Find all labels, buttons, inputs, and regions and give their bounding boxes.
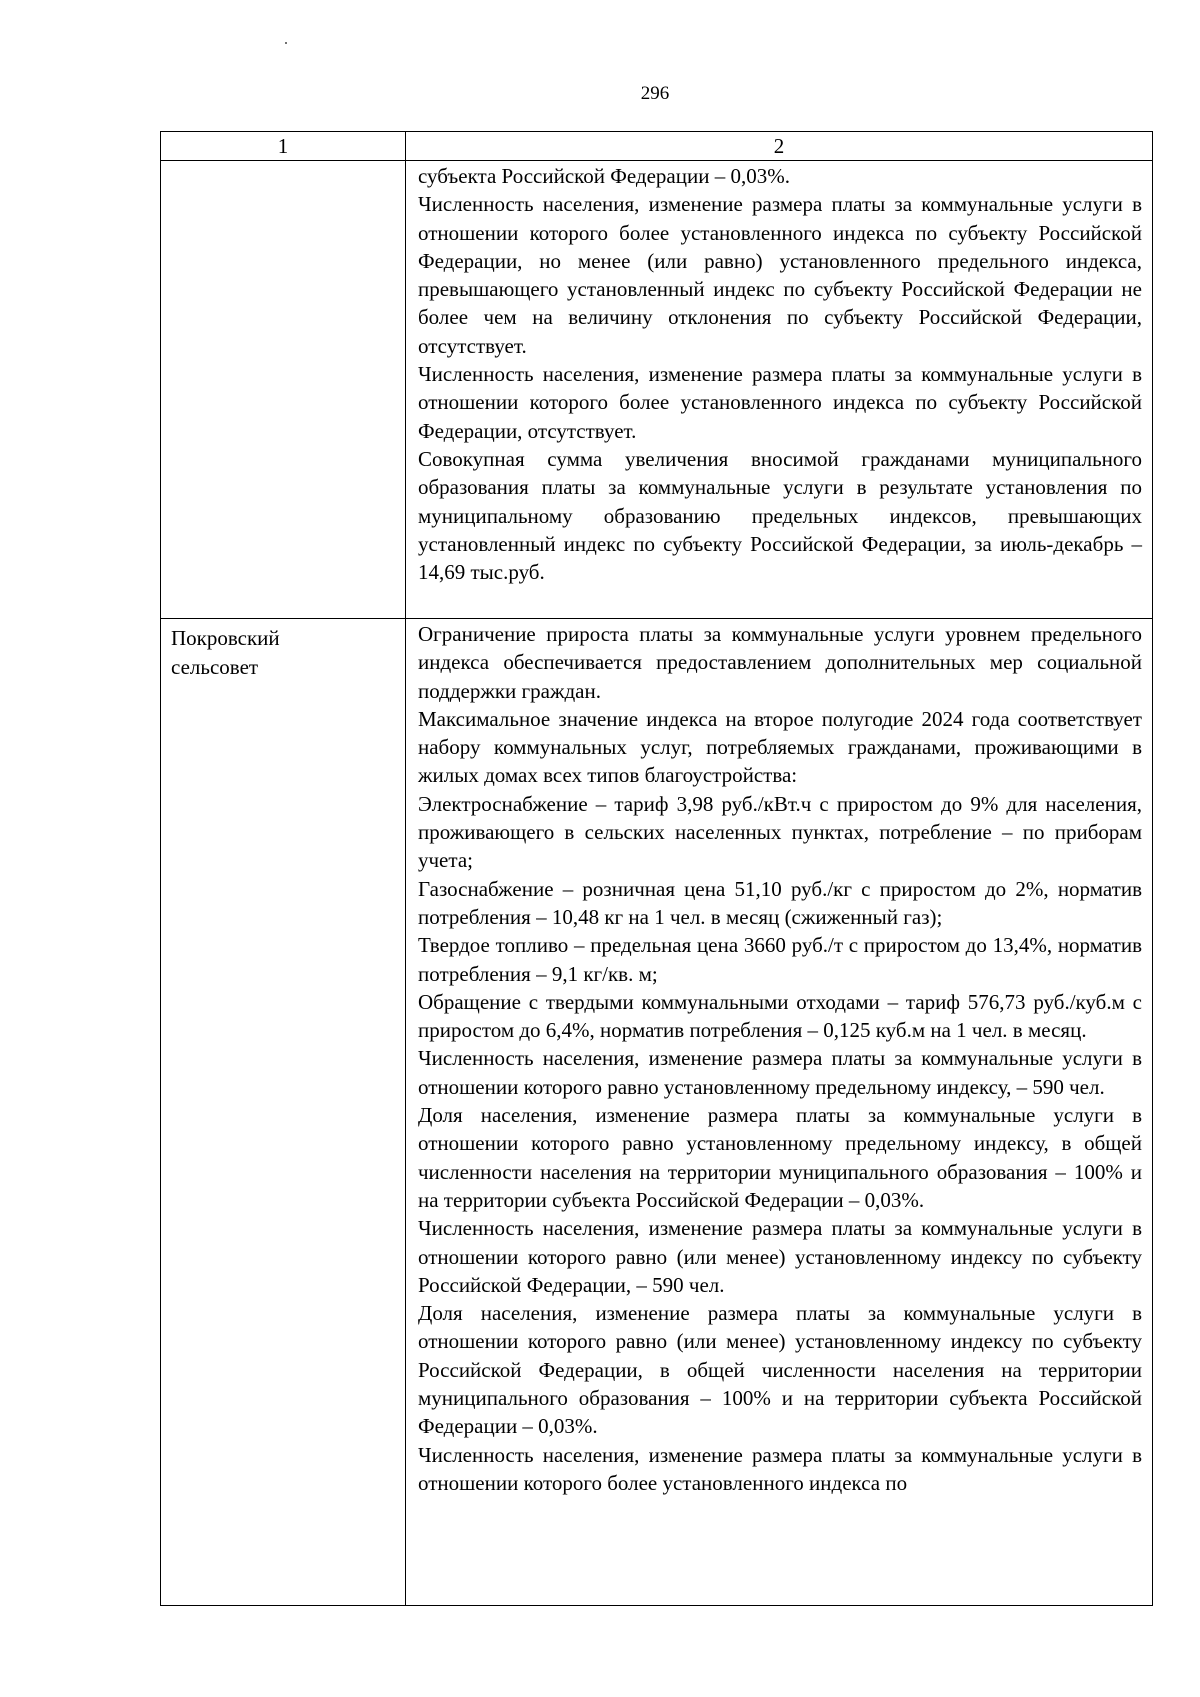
paragraph: Обращение с твердыми коммунальными отходами – тариф 576,73 руб./куб.м с приростом до 6,4%, норматив потребления – 0,125 куб.м на 1 чел. в месяц. [418, 989, 1142, 1043]
table-row [161, 619, 1153, 1606]
paragraph: Доля населения, изменение размера платы за коммунальные услуги в отношении которого равно (или менее) установленному индексу по субъекту Российской Федерации, в общей численности населения на территории муниципального образования – 100% и на территории субъекта Российской Федерации – 0,03%. [418, 1301, 1142, 1439]
scan-speck [285, 42, 287, 44]
paragraph: Численность населения, изменение размера платы за коммунальные услуги в отношении которого равно установленному предельному индексу, – 590 чел. [418, 1046, 1142, 1099]
paragraph: Численность населения, изменение размера платы за коммунальные услуги в отношении которого более установленного индекса по [418, 1442, 1142, 1495]
table-header-row [161, 132, 1153, 161]
paragraph: Ограничение прироста платы за коммунальные услуги уровнем предельного индекса обеспечивается предоставлением дополнительных мер социальной поддержки граждан. [418, 622, 1142, 703]
table-row [161, 161, 1153, 619]
column-header-2: 2 [406, 132, 1153, 161]
index-table [160, 131, 1153, 1606]
paragraph: Численность населения, изменение размера платы за коммунальные услуги в отношении которого равно (или менее) установленному индексу по субъекту Российской Федерации, – 590 чел. [418, 1216, 1142, 1297]
description-cell [406, 619, 1153, 1606]
municipality-cell [161, 161, 406, 619]
column-header-1: 1 [161, 132, 406, 161]
paragraph: Твердое топливо – предельная цена 3660 руб./т с приростом до 13,4%, норматив потребления – 9,1 кг/кв. м; [418, 933, 1142, 986]
paragraph: Доля населения, изменение размера платы за коммунальные услуги в отношении которого равно установленному предельному индексу, в общей численности населения на территории муниципального образования – 100% и на территории субъекта Российской Федерации – 0,03%. [418, 1103, 1142, 1212]
paragraph: Численность населения, изменение размера платы за коммунальные услуги в отношении которого более установленного индекса по субъекту Российской Федерации, но менее (или равно) установленного предельного индекса, превышающего установленный индекс по субъекту Российской Федерации не более чем на величину отклонения по субъекту Российской Федерации, отсутствует. [418, 192, 1142, 358]
paragraph: Газоснабжение – розничная цена 51,10 руб./кг с приростом до 2%, норматив потребления – 10,48 кг на 1 чел. в месяц (сжиженный газ); [418, 876, 1142, 929]
paragraph: Электроснабжение – тариф 3,98 руб./кВт.ч с приростом до 9% для населения, проживающего в сельских населенных пунктах, потребление – по приборам учета; [418, 791, 1142, 873]
page-number: 296 [640, 83, 670, 104]
paragraph: субъекта Российской Федерации – 0,03%. [418, 164, 790, 188]
description-cell [406, 161, 1153, 619]
municipality-cell [161, 619, 406, 1606]
paragraph: Совокупная сумма увеличения вносимой гражданами муниципального образования платы за коммунальные услуги в результате установления по муниципальному образованию предельных индексов, превышающих установленный индекс по субъекту Российской Федерации, за июль-декабрь – 14,69 тыс.руб. [418, 446, 1142, 585]
paragraph: Максимальное значение индекса на второе полугодие 2024 года соответствует набору коммунальных услуг, потребляемых гражданами, проживающими в жилых домах всех типов благоустройства: [418, 706, 1142, 788]
municipality-name: Покровский сельсовет [171, 626, 280, 679]
paragraph: Численность населения, изменение размера платы за коммунальные услуги в отношении которого более установленного индекса по субъекту Российской Федерации, отсутствует. [418, 362, 1142, 443]
municipality-name [161, 161, 291, 166]
